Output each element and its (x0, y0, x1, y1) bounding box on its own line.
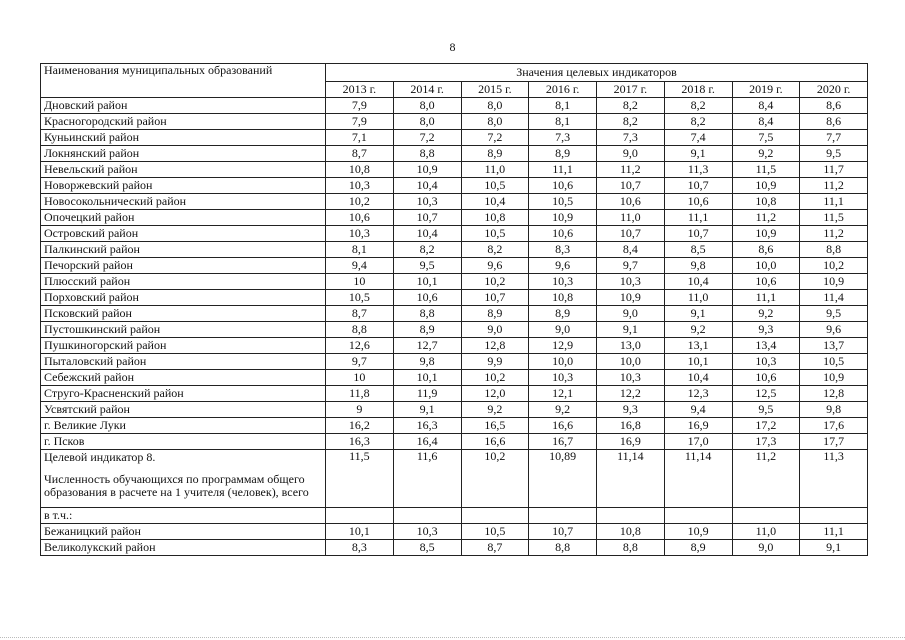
value-cell: 13,4 (732, 338, 800, 354)
value-cell: 8,7 (461, 540, 529, 556)
value-cell: 10,7 (664, 178, 732, 194)
value-cell: 10 (326, 274, 394, 290)
table-row (41, 524, 868, 540)
table-row (41, 258, 868, 274)
value-cell: 10,3 (393, 194, 461, 210)
value-cell: 10,3 (529, 370, 597, 386)
table-row (41, 242, 868, 258)
value-cell: 10,6 (732, 274, 800, 290)
table-body-after (41, 524, 868, 556)
value-cell: 9,9 (461, 354, 529, 370)
municipality-name-cell: Невельский район (41, 162, 326, 178)
value-cell: 10,9 (597, 290, 665, 306)
value-cell: 17,2 (732, 418, 800, 434)
value-cell: 8,6 (800, 114, 868, 130)
year-header: 2014 г. (393, 82, 461, 98)
municipality-name-cell: Порховский район (41, 290, 326, 306)
table-row (41, 226, 868, 242)
value-cell: 10,6 (529, 226, 597, 242)
value-cell: 11,3 (664, 162, 732, 178)
value-cell: 9,8 (800, 402, 868, 418)
value-cell: 9,5 (393, 258, 461, 274)
municipality-name-cell: Псковский район (41, 306, 326, 322)
value-cell: 10,3 (326, 226, 394, 242)
value-cell: 7,4 (664, 130, 732, 146)
value-cell: 9,3 (597, 402, 665, 418)
value-cell: 8,9 (461, 146, 529, 162)
value-cell: 16,6 (461, 434, 529, 450)
value-cell: 11,7 (800, 162, 868, 178)
indicator-value-cell: 11,2 (732, 450, 800, 508)
value-cell: 17,3 (732, 434, 800, 450)
value-cell: 10,8 (597, 524, 665, 540)
value-cell: 8,8 (326, 322, 394, 338)
value-cell: 13,7 (800, 338, 868, 354)
value-cell: 17,6 (800, 418, 868, 434)
value-cell: 10,1 (393, 370, 461, 386)
value-cell: 11,2 (800, 178, 868, 194)
value-cell: 9,1 (393, 402, 461, 418)
value-cell: 9,1 (664, 306, 732, 322)
municipality-name-cell: Себежский район (41, 370, 326, 386)
table-body (41, 98, 868, 450)
value-cell: 8,2 (664, 114, 732, 130)
value-cell: 16,3 (326, 434, 394, 450)
municipality-name-cell: Опочецкий район (41, 210, 326, 226)
indicator-title: Целевой индикатор 8. (44, 450, 156, 464)
value-cell: 8,9 (529, 146, 597, 162)
value-cell: 11,5 (732, 162, 800, 178)
value-cell: 17,0 (664, 434, 732, 450)
subheader-row (41, 508, 868, 524)
value-cell: 10,1 (664, 354, 732, 370)
value-cell: 16,9 (664, 418, 732, 434)
value-cell: 8,9 (393, 322, 461, 338)
value-cell: 10,5 (326, 290, 394, 306)
value-cell: 8,7 (326, 306, 394, 322)
value-cell: 7,5 (732, 130, 800, 146)
value-cell: 10,5 (461, 178, 529, 194)
value-cell: 11,1 (800, 194, 868, 210)
table-row (41, 146, 868, 162)
value-cell: 12,7 (393, 338, 461, 354)
value-cell: 10,4 (664, 370, 732, 386)
value-cell: 10,6 (326, 210, 394, 226)
municipality-name-cell: Печорский район (41, 258, 326, 274)
municipality-name-cell: Островский район (41, 226, 326, 242)
indicator-value-cell: 11,14 (664, 450, 732, 508)
value-cell: 10,1 (326, 524, 394, 540)
value-cell: 9,4 (326, 258, 394, 274)
value-cell: 10,9 (529, 210, 597, 226)
value-cell: 10,8 (326, 162, 394, 178)
value-cell: 9,8 (393, 354, 461, 370)
value-cell: 8,1 (529, 114, 597, 130)
value-cell: 8,3 (529, 242, 597, 258)
value-cell: 10,3 (732, 354, 800, 370)
value-cell: 8,2 (597, 114, 665, 130)
value-cell: 8,4 (597, 242, 665, 258)
value-cell: 10,7 (529, 524, 597, 540)
value-cell: 7,3 (529, 130, 597, 146)
value-cell: 9 (326, 402, 394, 418)
value-cell: 8,5 (664, 242, 732, 258)
value-cell: 10,8 (461, 210, 529, 226)
value-cell: 9,6 (461, 258, 529, 274)
value-cell: 8,2 (597, 98, 665, 114)
value-cell: 8,9 (461, 306, 529, 322)
year-header: 2019 г. (732, 82, 800, 98)
value-cell: 10,7 (393, 210, 461, 226)
municipality-name-cell: Усвятский район (41, 402, 326, 418)
table-row (41, 354, 868, 370)
value-cell: 10,9 (800, 274, 868, 290)
value-cell: 8,0 (461, 98, 529, 114)
value-cell: 9,1 (664, 146, 732, 162)
value-cell: 12,2 (597, 386, 665, 402)
value-cell: 16,5 (461, 418, 529, 434)
value-cell: 16,8 (597, 418, 665, 434)
value-cell: 7,9 (326, 114, 394, 130)
year-header: 2016 г. (529, 82, 597, 98)
value-cell: 8,0 (393, 98, 461, 114)
indicator-value-cell: 11,6 (393, 450, 461, 508)
value-cell: 9,0 (529, 322, 597, 338)
table-row (41, 386, 868, 402)
value-cell: 11,1 (529, 162, 597, 178)
value-cell: 10,9 (800, 370, 868, 386)
indicator-description: Численность обучающихся по программам общего образования в расчете на 1 учителя (человек), всего (44, 472, 309, 499)
table-row (41, 130, 868, 146)
value-cell: 10,3 (393, 524, 461, 540)
value-cell: 9,2 (529, 402, 597, 418)
value-cell: 10,3 (326, 178, 394, 194)
value-cell: 16,7 (529, 434, 597, 450)
value-cell: 10,0 (732, 258, 800, 274)
municipality-name-cell: г. Великие Луки (41, 418, 326, 434)
value-cell: 10,2 (461, 370, 529, 386)
value-cell: 8,4 (732, 114, 800, 130)
value-cell: 10,4 (664, 274, 732, 290)
value-cell: 9,2 (461, 402, 529, 418)
value-cell: 11,5 (800, 210, 868, 226)
indicator-value-cell: 10,2 (461, 450, 529, 508)
value-cell: 11,2 (732, 210, 800, 226)
value-cell: 10,5 (461, 524, 529, 540)
value-cell: 10,2 (461, 274, 529, 290)
value-cell: 8,4 (732, 98, 800, 114)
value-cell: 10,3 (529, 274, 597, 290)
value-cell: 9,0 (597, 306, 665, 322)
indicator-value-cell: 11,5 (326, 450, 394, 508)
value-cell: 9,2 (732, 146, 800, 162)
value-cell: 8,8 (800, 242, 868, 258)
table-row (41, 98, 868, 114)
value-cell: 11,0 (597, 210, 665, 226)
municipality-name-cell: Новоржевский район (41, 178, 326, 194)
value-cell: 9,6 (529, 258, 597, 274)
value-cell: 16,4 (393, 434, 461, 450)
page-number: 8 (449, 40, 456, 54)
indicator-value-cell: 11,3 (800, 450, 868, 508)
year-header: 2018 г. (664, 82, 732, 98)
value-cell: 8,5 (393, 540, 461, 556)
value-cell: 10,5 (461, 226, 529, 242)
municipality-name-cell: Новосокольнический район (41, 194, 326, 210)
year-header: 2020 г. (800, 82, 868, 98)
value-cell: 8,1 (529, 98, 597, 114)
value-cell: 8,3 (326, 540, 394, 556)
value-cell: 7,1 (326, 130, 394, 146)
value-cell: 10,4 (461, 194, 529, 210)
value-cell: 9,5 (732, 402, 800, 418)
value-cell: 10,5 (800, 354, 868, 370)
value-cell: 11,2 (597, 162, 665, 178)
indicator-name-cell (41, 450, 326, 508)
value-cell: 10,9 (664, 524, 732, 540)
value-cell: 11,9 (393, 386, 461, 402)
value-cell: 8,2 (393, 242, 461, 258)
value-cell: 9,7 (326, 354, 394, 370)
value-cell: 11,1 (664, 210, 732, 226)
value-cell: 8,2 (461, 242, 529, 258)
table-row (41, 322, 868, 338)
indicator-value-cell: 11,14 (597, 450, 665, 508)
table-row (41, 274, 868, 290)
value-cell: 10,0 (529, 354, 597, 370)
value-cell: 12,8 (461, 338, 529, 354)
subheader-cell: в т.ч.: (41, 508, 326, 524)
value-cell: 16,2 (326, 418, 394, 434)
municipality-name-cell: Локнянский район (41, 146, 326, 162)
value-cell: 7,3 (597, 130, 665, 146)
table-row (41, 210, 868, 226)
value-cell: 12,1 (529, 386, 597, 402)
table-row (41, 178, 868, 194)
value-cell: 12,5 (732, 386, 800, 402)
value-cell: 16,9 (597, 434, 665, 450)
indicator-row (41, 450, 868, 508)
indicator-table (40, 63, 868, 556)
value-cell: 16,6 (529, 418, 597, 434)
value-cell: 13,1 (664, 338, 732, 354)
value-cell: 12,3 (664, 386, 732, 402)
table-row (41, 290, 868, 306)
value-cell: 9,5 (800, 146, 868, 162)
value-cell: 10,8 (732, 194, 800, 210)
value-cell: 11,2 (800, 226, 868, 242)
table-row (41, 418, 868, 434)
value-cell: 7,9 (326, 98, 394, 114)
value-cell: 10,6 (529, 178, 597, 194)
value-cell: 8,9 (664, 540, 732, 556)
scan-edge-line (0, 637, 905, 638)
municipality-name-cell: Палкинский район (41, 242, 326, 258)
value-cell: 10,6 (597, 194, 665, 210)
value-cell: 9,4 (664, 402, 732, 418)
value-cell: 8,6 (732, 242, 800, 258)
value-cell: 9,6 (800, 322, 868, 338)
year-header: 2017 г. (597, 82, 665, 98)
value-cell: 12,6 (326, 338, 394, 354)
municipality-name-cell: Пустошкинский район (41, 322, 326, 338)
year-header: 2013 г. (326, 82, 394, 98)
value-cell: 11,1 (800, 524, 868, 540)
value-cell: 10,8 (529, 290, 597, 306)
value-cell: 9,0 (732, 540, 800, 556)
value-cell: 10,9 (732, 226, 800, 242)
table-row (41, 434, 868, 450)
value-cell: 10,6 (664, 194, 732, 210)
value-cell: 10,0 (597, 354, 665, 370)
value-cell: 10,6 (393, 290, 461, 306)
value-cell: 9,2 (664, 322, 732, 338)
value-cell: 10,4 (393, 226, 461, 242)
value-cell: 8,7 (326, 146, 394, 162)
value-cell: 16,3 (393, 418, 461, 434)
value-cell: 10 (326, 370, 394, 386)
value-cell: 8,9 (529, 306, 597, 322)
value-cell: 11,0 (461, 162, 529, 178)
municipality-name-cell: Великолукский район (41, 540, 326, 556)
value-cell: 8,1 (326, 242, 394, 258)
value-cell: 9,0 (597, 146, 665, 162)
value-cell: 9,3 (732, 322, 800, 338)
header-row (41, 64, 868, 82)
value-cell: 7,2 (393, 130, 461, 146)
value-cell: 10,2 (800, 258, 868, 274)
table-row (41, 370, 868, 386)
municipality-name-cell: Струго-Красненский район (41, 386, 326, 402)
value-cell: 9,1 (597, 322, 665, 338)
table-row (41, 306, 868, 322)
value-cell: 10,7 (664, 226, 732, 242)
value-cell: 7,2 (461, 130, 529, 146)
value-cell: 9,5 (800, 306, 868, 322)
municipality-name-cell: Дновский район (41, 98, 326, 114)
table-row (41, 162, 868, 178)
value-cell: 8,8 (597, 540, 665, 556)
value-cell: 10,7 (461, 290, 529, 306)
value-cell: 10,6 (732, 370, 800, 386)
value-cell: 11,1 (732, 290, 800, 306)
value-cell: 8,8 (393, 306, 461, 322)
municipality-name-cell: Пушкиногорский район (41, 338, 326, 354)
value-cell: 10,3 (597, 370, 665, 386)
municipality-name-cell: Плюсский район (41, 274, 326, 290)
table-row (41, 402, 868, 418)
value-cell: 8,2 (664, 98, 732, 114)
value-cell: 9,1 (800, 540, 868, 556)
value-cell: 9,7 (597, 258, 665, 274)
value-cell: 8,8 (393, 146, 461, 162)
value-cell: 11,0 (732, 524, 800, 540)
value-cell: 12,8 (800, 386, 868, 402)
value-cell: 13,0 (597, 338, 665, 354)
municipality-name-cell: Бежаницкий район (41, 524, 326, 540)
municipality-name-cell: Пыталовский район (41, 354, 326, 370)
value-cell: 17,7 (800, 434, 868, 450)
value-cell: 10,5 (529, 194, 597, 210)
value-cell: 10,3 (597, 274, 665, 290)
municipality-name-cell: Красногородский район (41, 114, 326, 130)
value-cell: 8,6 (800, 98, 868, 114)
value-cell: 10,7 (597, 226, 665, 242)
table-row (41, 338, 868, 354)
municipality-column-header: Наименования муниципальных образований (41, 64, 326, 98)
value-cell: 10,9 (393, 162, 461, 178)
value-cell: 10,7 (597, 178, 665, 194)
table-row (41, 540, 868, 556)
indicator-value-cell: 10,89 (529, 450, 597, 508)
value-cell: 8,0 (393, 114, 461, 130)
municipality-name-cell: Куньинский район (41, 130, 326, 146)
value-cell: 12,9 (529, 338, 597, 354)
value-cell: 10,9 (732, 178, 800, 194)
year-header: 2015 г. (461, 82, 529, 98)
value-cell: 9,0 (461, 322, 529, 338)
value-cell: 12,0 (461, 386, 529, 402)
value-cell: 10,1 (393, 274, 461, 290)
value-cell: 11,0 (664, 290, 732, 306)
table-row (41, 114, 868, 130)
municipality-name-cell: г. Псков (41, 434, 326, 450)
target-values-group-header: Значения целевых индикаторов (326, 64, 868, 82)
value-cell: 11,4 (800, 290, 868, 306)
value-cell: 9,8 (664, 258, 732, 274)
value-cell: 8,0 (461, 114, 529, 130)
indicator-section (41, 450, 868, 524)
value-cell: 11,8 (326, 386, 394, 402)
value-cell: 7,7 (800, 130, 868, 146)
value-cell: 10,4 (393, 178, 461, 194)
value-cell: 8,8 (529, 540, 597, 556)
table-row (41, 194, 868, 210)
value-cell: 9,2 (732, 306, 800, 322)
value-cell: 10,2 (326, 194, 394, 210)
